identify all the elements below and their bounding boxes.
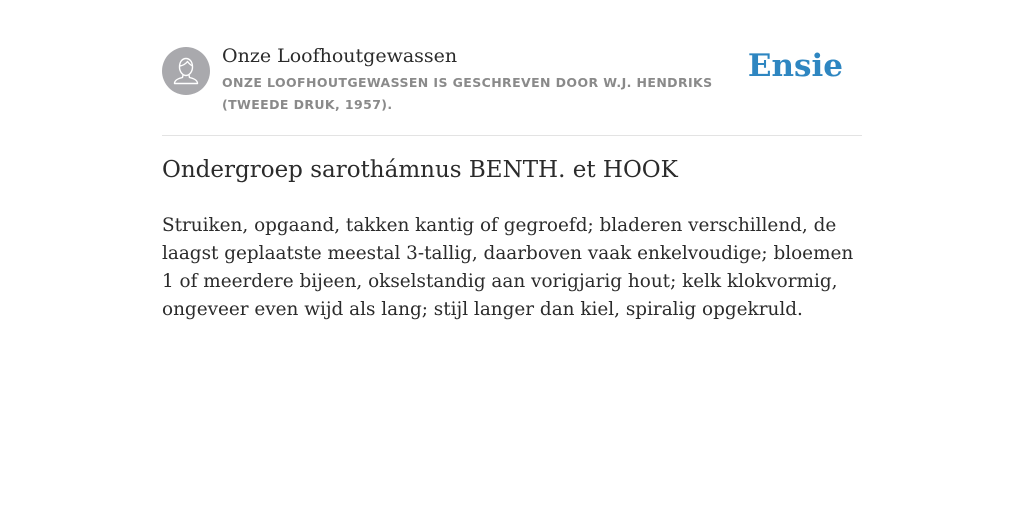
user-icon (162, 47, 210, 95)
ensie-logo[interactable]: Ensie (747, 48, 843, 84)
source-description: ONZE LOOFHOUTGEWASSEN IS GESCHREVEN DOOR W.J. HENDRIKS (TWEEDE DRUK, 1957). (222, 75, 713, 112)
entry-body: Struiken, opgaand, takken kantig of gegroefd; bladeren verschillend, de laagst geplaatste meestal 3-tallig, daarboven vaak enkelvoudige; bloemen 1 of meerdere bijeen, okselstandig aan vorigjarig hout; kelk klokvormig, ongeveer even wijd als lang; stijl langer dan kiel, spiralig opgekruld. (162, 215, 854, 320)
page-title: Ondergroep sarothámnus BENTH. et HOOK (162, 157, 678, 183)
avatar[interactable] (162, 47, 210, 95)
entry-card (162, 0, 862, 320)
source-header (162, 0, 862, 136)
source-title[interactable]: Onze Loofhoutgewassen (222, 45, 458, 67)
